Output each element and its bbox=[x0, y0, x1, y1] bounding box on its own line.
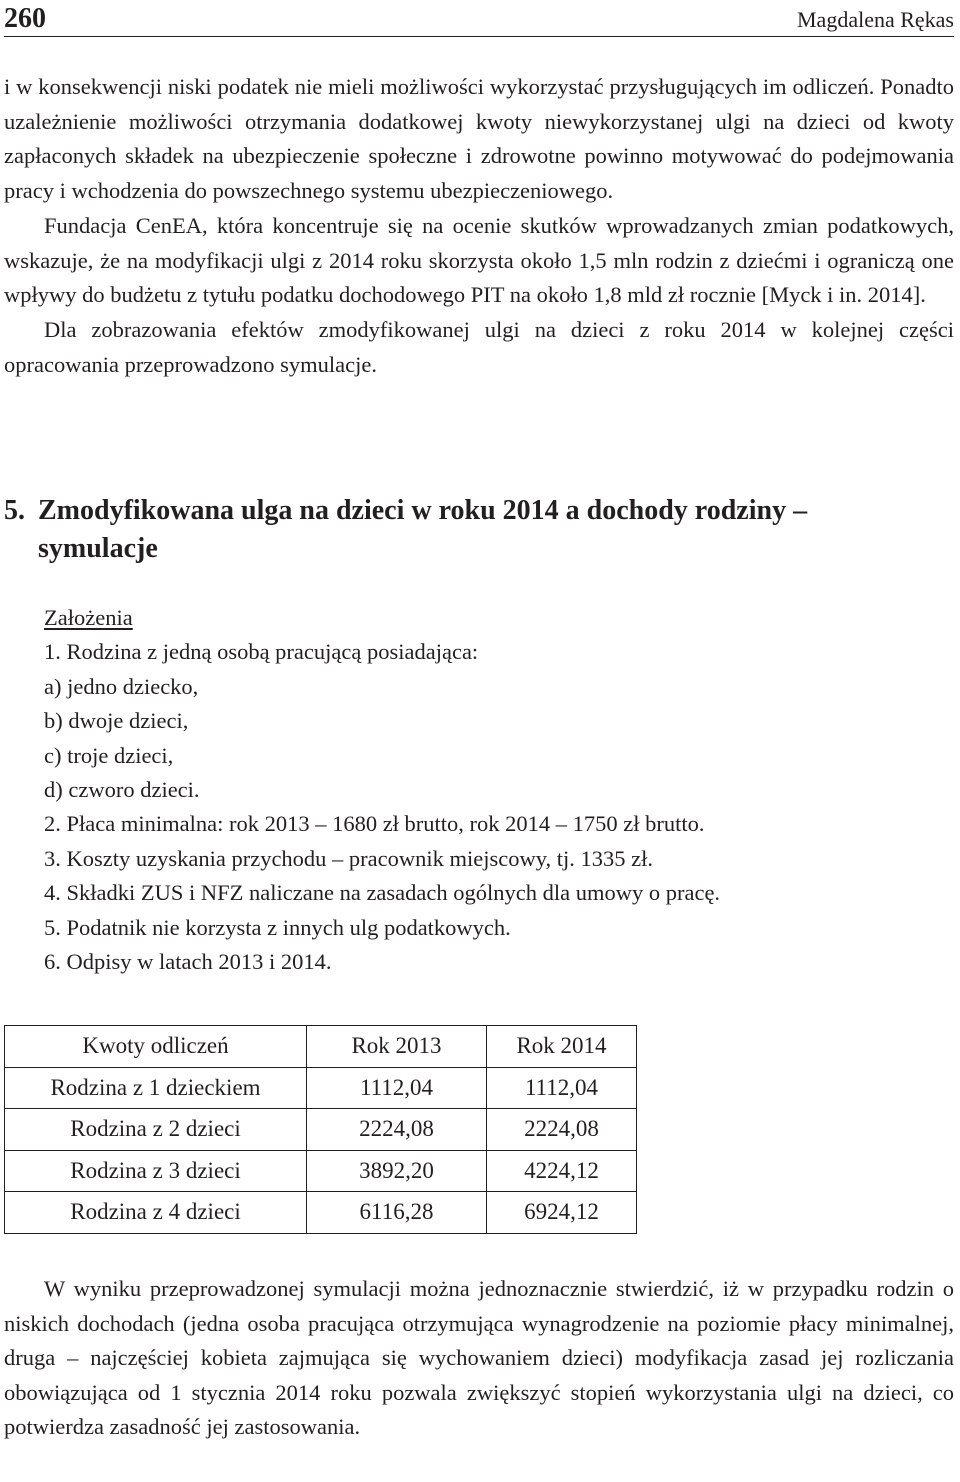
table-header-row bbox=[5, 1026, 637, 1068]
section-number: 5. bbox=[4, 495, 25, 526]
assumption-item: b) dwoje dzieci, bbox=[44, 708, 189, 734]
assumptions-title: Założenia bbox=[44, 605, 133, 630]
assumption-item: 6. Odpisy w latach 2013 i 2014. bbox=[44, 949, 332, 975]
table-cell: 1112,04 bbox=[307, 1067, 487, 1109]
table-cell: Rodzina z 4 dzieci bbox=[5, 1192, 307, 1234]
deductions-table bbox=[4, 1025, 637, 1234]
assumption-item: d) czworo dzieci. bbox=[44, 777, 200, 803]
paragraph-conclusion: W wyniku przeprowadzonej symulacji można jednoznacznie stwierdzić, iż w przypadku rodzin o niskich dochodach (jedna osoba pracująca otrzymująca wynagrodzenie na poziomie płacy minimalnej, druga – najczęściej kobieta zajmująca się wychowaniem dzieci) modyfikacja zasad jej rozliczania obowiązująca od 1 stycznia 2014 roku pozwala zwiększyć stopień wykorzystania ulgi na dzieci, co potwierdza zasadność jej zastosowania. bbox=[4, 1276, 954, 1440]
assumption-item: 1. Rodzina z jedną osobą pracującą posiadająca: bbox=[44, 639, 479, 665]
assumptions-list bbox=[44, 601, 954, 979]
assumption-item: 5. Podatnik nie korzysta z innych ulg podatkowych. bbox=[44, 914, 511, 940]
section-title-line2: symulacje bbox=[38, 533, 158, 564]
assumption-item: 4. Składki ZUS i NFZ naliczane na zasadach ogólnych dla umowy o pracę. bbox=[44, 880, 721, 906]
table-row bbox=[5, 1192, 637, 1234]
table-row bbox=[5, 1067, 637, 1109]
table-cell: 2224,08 bbox=[487, 1109, 637, 1151]
table-cell: 4224,12 bbox=[487, 1150, 637, 1192]
table-row bbox=[5, 1150, 637, 1192]
table-header-cell: Kwoty odliczeń bbox=[5, 1026, 307, 1068]
section-title-line1: Zmodyfikowana ulga na dzieci w roku 2014 a dochody rodziny – bbox=[38, 495, 808, 526]
paragraph-continuation: i w konsekwencji niski podatek nie mieli możliwości wykorzystać przysługujących im odliczeń. Ponadto uzależnienie możliwości otrzymania dodatkowej kwoty niewykorzystanej ulgi na dzieci od kwoty zapłaconych składek na ubezpieczenie społeczne i zdrowotne powinno motywować do podejmowania pracy i wchodzenia do powszechnego systemu ubezpieczeniowego. bbox=[4, 74, 954, 204]
table-cell: 6116,28 bbox=[307, 1192, 487, 1234]
assumption-item: 3. Koszty uzyskania przychodu – pracownik miejscowy, tj. 1335 zł. bbox=[44, 845, 654, 871]
section-heading bbox=[4, 492, 954, 568]
assumption-item: a) jedno dziecko, bbox=[44, 673, 199, 699]
table-header-cell: Rok 2014 bbox=[487, 1026, 637, 1068]
table-cell: 2224,08 bbox=[307, 1109, 487, 1151]
paragraph-simulation-intro: Dla zobrazowania efektów zmodyfikowanej ulgi na dzieci z roku 2014 w kolejnej części opracowania przeprowadzono symulacje. bbox=[4, 316, 954, 377]
table-cell: 3892,20 bbox=[307, 1150, 487, 1192]
table-row bbox=[5, 1109, 637, 1151]
table-cell: 1112,04 bbox=[487, 1067, 637, 1109]
conclusion-block bbox=[4, 1272, 954, 1445]
running-header bbox=[4, 2, 954, 37]
paragraph-cenea: Fundacja CenEA, która koncentruje się na ocenie skutków wprowadzanych zmian podatkowych, wskazuje, że na modyfikacji ulgi z 2014 roku skorzysta około 1,5 mln rodzin z dziećmi i ograniczą one wpływy do budżetu z tytułu podatku dochodowego PIT na około 1,8 mld zł rocznie [Myck i in. 2014]. bbox=[4, 212, 954, 308]
table-cell: 6924,12 bbox=[487, 1192, 637, 1234]
body-text bbox=[4, 70, 954, 382]
table-cell: Rodzina z 3 dzieci bbox=[5, 1150, 307, 1192]
page-number: 260 bbox=[4, 3, 46, 34]
running-author: Magdalena Rękas bbox=[797, 7, 954, 32]
table-cell: Rodzina z 2 dzieci bbox=[5, 1109, 307, 1151]
table-cell: Rodzina z 1 dzieckiem bbox=[5, 1067, 307, 1109]
assumption-item: 2. Płaca minimalna: rok 2013 – 1680 zł brutto, rok 2014 – 1750 zł brutto. bbox=[44, 811, 705, 837]
table-header-cell: Rok 2013 bbox=[307, 1026, 487, 1068]
assumption-item: c) troje dzieci, bbox=[44, 742, 174, 768]
